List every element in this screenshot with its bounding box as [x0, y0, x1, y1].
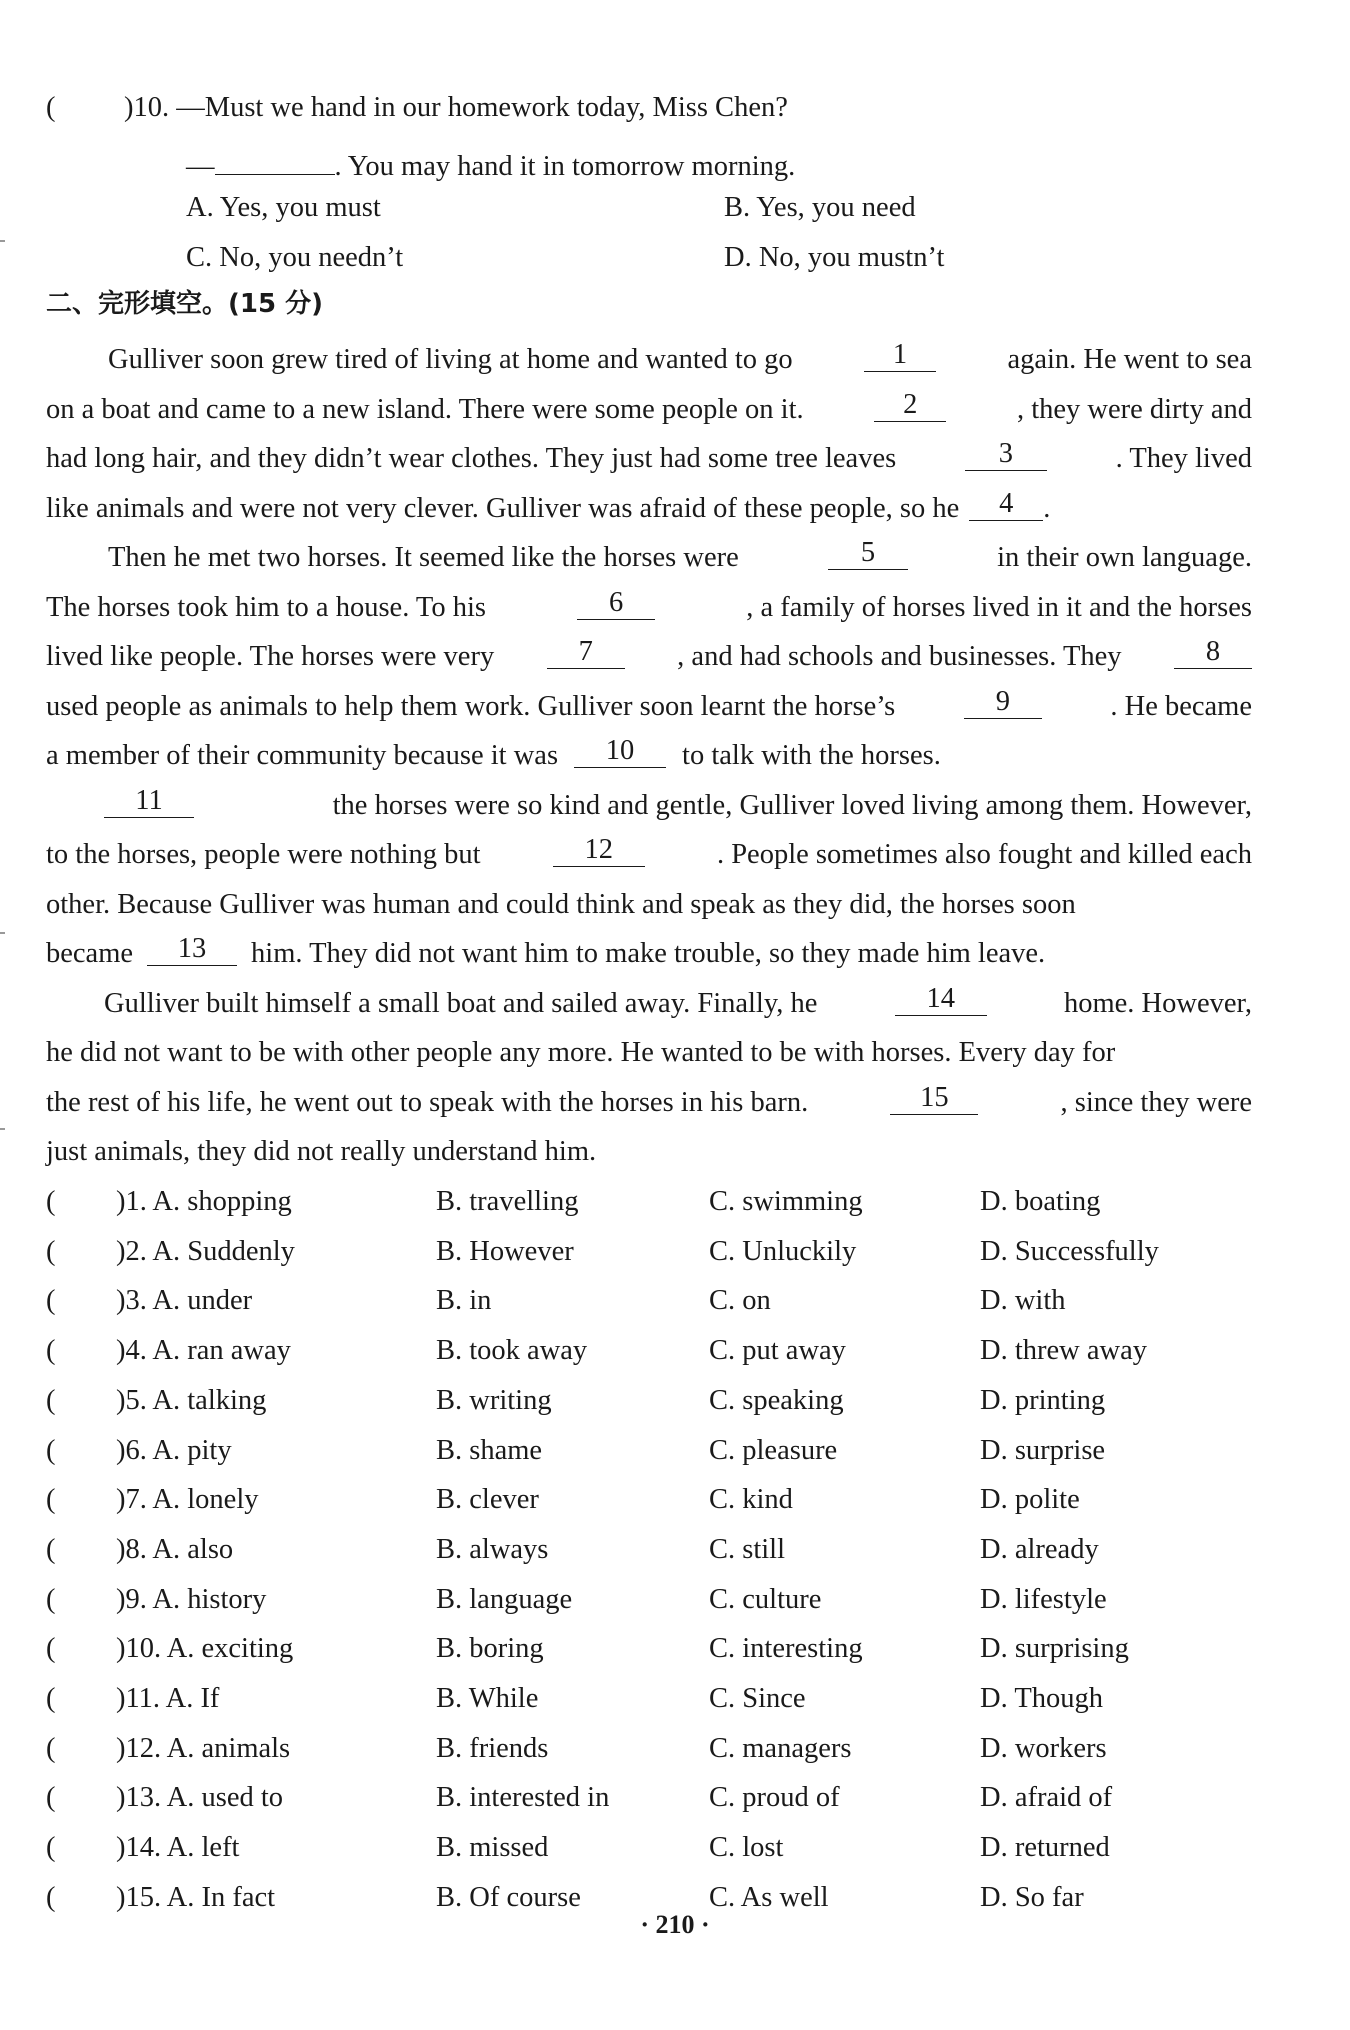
passage-text: , a family of horses lived in it and the horses: [746, 591, 1252, 623]
blank-8[interactable]: 8: [1174, 632, 1252, 669]
answer-paren[interactable]: (: [46, 1235, 56, 1267]
choice-row: [46, 1180, 1306, 1224]
passage-line: [46, 1127, 1252, 1177]
choice-row: [46, 1279, 1306, 1323]
section-title: 二、完形填空。(15 分): [46, 289, 323, 319]
passage-line: [46, 533, 1252, 583]
question-10-reply: [186, 138, 1304, 182]
answer-paren[interactable]: (: [46, 1732, 56, 1764]
option-d: D. with: [980, 1285, 1066, 1317]
passage-text: became: [46, 938, 134, 969]
option-d: D. afraid of: [980, 1782, 1113, 1814]
answer-paren[interactable]: (: [46, 1484, 56, 1516]
option-a: )9. A. history: [116, 1583, 267, 1615]
blank-14[interactable]: 14: [895, 979, 987, 1016]
passage-text: like animals and were not very clever. Gulliver was afraid of these people, so he: [46, 492, 960, 524]
choice-row: [46, 1429, 1306, 1473]
option-c: C. Since: [709, 1683, 806, 1714]
option-b: B. travelling: [436, 1186, 579, 1217]
option-c: C. Unluckily: [709, 1235, 857, 1267]
answer-paren[interactable]: (: [46, 1335, 56, 1367]
passage-line: [46, 1028, 1252, 1078]
passage-text: he did not want to be with other people any more. He wanted to be with horses. Every day for: [46, 1037, 1116, 1068]
option-d: D. returned: [980, 1832, 1110, 1864]
blank-1[interactable]: 1: [864, 335, 936, 372]
option-d: D. boating: [980, 1186, 1101, 1217]
passage-text: had long hair, and they didn’t wear clothes. They just had some tree leaves: [46, 443, 897, 474]
passage-text: again. He went to sea: [1007, 344, 1252, 375]
passage-line: [46, 880, 1252, 930]
option-a: )1. A. shopping: [116, 1186, 292, 1217]
passage-text: , since they were: [1060, 1086, 1252, 1118]
scan-edge-mark: [0, 932, 5, 934]
option-d: D. workers: [980, 1732, 1107, 1764]
answer-paren[interactable]: (: [46, 1384, 56, 1416]
passage-line: [46, 781, 1252, 831]
passage-text: . People sometimes also fought and killed each: [716, 839, 1252, 870]
option-a: )5. A. talking: [116, 1384, 267, 1416]
passage-text: the horses were so kind and gentle, Gulliver loved living among them. However,: [332, 789, 1252, 821]
option-a: )2. A. Suddenly: [116, 1235, 295, 1267]
answer-paren[interactable]: (: [46, 1186, 56, 1217]
option-d: D. No, you mustn’t: [724, 242, 945, 273]
option-c: C. lost: [709, 1832, 784, 1864]
scan-edge-mark: [0, 1128, 5, 1130]
passage-line: [46, 632, 1252, 682]
passage-text: the rest of his life, he went out to speak with the horses in his barn.: [46, 1086, 809, 1118]
option-b: B. shame: [436, 1434, 543, 1466]
option-b: B. writing: [436, 1384, 552, 1416]
option-b: B. boring: [436, 1633, 544, 1665]
option-c: C. As well: [709, 1881, 829, 1913]
passage-text: Gulliver built himself a small boat and sailed away. Finally, he: [104, 987, 818, 1019]
option-d: D. surprising: [980, 1633, 1129, 1665]
option-b: B. Yes, you need: [724, 192, 916, 223]
option-a: )3. A. under: [116, 1285, 253, 1317]
option-b: B. language: [436, 1583, 573, 1615]
passage-text: , and had schools and businesses. They: [677, 641, 1122, 672]
blank-7[interactable]: 7: [547, 632, 625, 669]
blank-15[interactable]: 15: [890, 1078, 978, 1115]
answer-paren[interactable]: (: [46, 1683, 56, 1714]
option-d: D. polite: [980, 1484, 1080, 1516]
option-d: D. threw away: [980, 1335, 1147, 1367]
option-c: C. culture: [709, 1583, 822, 1615]
choice-row: [46, 1776, 1306, 1820]
option-a: )4. A. ran away: [116, 1335, 291, 1367]
answer-paren[interactable]: (: [46, 1434, 56, 1466]
passage-text: on a boat and came to a new island. There were some people on it.: [46, 393, 804, 425]
option-d: D. surprise: [980, 1434, 1106, 1466]
passage-text: other. Because Gulliver was human and could think and speak as they did, the horses soon: [46, 888, 1076, 920]
answer-blank[interactable]: [215, 138, 335, 175]
option-b: B. Of course: [436, 1881, 581, 1913]
passage-line: [46, 484, 1252, 534]
option-a: )13. A. used to: [116, 1782, 284, 1814]
choice-row: [46, 1578, 1306, 1622]
passage-text: just animals, they did not really understand him.: [46, 1136, 597, 1167]
choice-row: [46, 1677, 1306, 1721]
passage-line: [46, 1078, 1252, 1128]
reply-dash: —: [186, 151, 215, 182]
option-b: B. in: [436, 1285, 492, 1317]
passage-line: [46, 979, 1252, 1029]
choice-row: [46, 1379, 1306, 1423]
answer-paren[interactable]: (: [46, 1633, 56, 1665]
passage-line: [46, 682, 1252, 732]
question-10-options-ab: [46, 188, 1304, 228]
option-a: )11. A. If: [116, 1683, 220, 1714]
option-d: D. lifestyle: [980, 1583, 1107, 1615]
option-c: C. still: [709, 1533, 786, 1565]
passage-text: lived like people. The horses were very: [46, 641, 495, 672]
blank-6[interactable]: 6: [577, 583, 655, 620]
reply-text: . You may hand it in tomorrow morning.: [334, 151, 796, 182]
option-d: D. Successfully: [980, 1235, 1159, 1267]
passage-text: , they were dirty and: [1016, 393, 1252, 425]
passage-text: The horses took him to a house. To his: [46, 591, 486, 623]
passage-text: used people as animals to help them work. Gulliver soon learnt the horse’s: [46, 690, 896, 722]
choice-row: [46, 1230, 1306, 1274]
passage-text: a member of their community because it was: [46, 740, 559, 771]
option-c: C. interesting: [709, 1633, 863, 1665]
option-c: C. No, you needn’t: [186, 242, 404, 273]
passage-text: . He became: [1110, 690, 1252, 722]
answer-paren[interactable]: (: [46, 1583, 56, 1615]
option-c: C. on: [709, 1285, 771, 1317]
option-a: A. Yes, you must: [186, 192, 381, 223]
passage-text: .: [1043, 492, 1051, 524]
passage-line: [46, 731, 1252, 781]
option-d: D. So far: [980, 1881, 1084, 1913]
option-c: C. proud of: [709, 1782, 840, 1814]
option-a: )14. A. left: [116, 1832, 240, 1864]
option-d: D. Though: [980, 1683, 1103, 1714]
choice-row: [46, 1627, 1306, 1671]
passage-line: [46, 929, 1252, 979]
option-d: D. already: [980, 1533, 1099, 1565]
answer-paren[interactable]: (: [46, 1782, 56, 1814]
blank-13[interactable]: 13: [147, 929, 237, 966]
option-b: B. However: [436, 1235, 574, 1267]
page-number: · 210 ·: [640, 1910, 710, 1939]
blank-9[interactable]: 9: [964, 682, 1042, 719]
option-a: )10. A. exciting: [116, 1633, 294, 1665]
option-b: B. always: [436, 1533, 549, 1565]
option-c: C. put away: [709, 1335, 846, 1367]
question-text: )10. —Must we hand in our homework today, Miss Chen?: [124, 92, 788, 123]
option-a: )8. A. also: [116, 1533, 234, 1565]
passage-text: home. However,: [1063, 987, 1252, 1019]
blank-12[interactable]: 12: [553, 830, 645, 867]
passage-text: to the horses, people were nothing but: [46, 839, 481, 870]
passage-line: [46, 583, 1252, 633]
answer-paren: (: [46, 92, 56, 123]
blank-11[interactable]: 11: [104, 781, 194, 818]
option-a: )15. A. In fact: [116, 1881, 276, 1913]
answer-paren[interactable]: (: [46, 1881, 56, 1913]
passage-line: [46, 830, 1252, 880]
passage-line: [46, 385, 1252, 435]
passage: [46, 335, 1252, 1177]
option-c: C. pleasure: [709, 1434, 838, 1466]
option-c: C. swimming: [709, 1186, 863, 1217]
choice-row: [46, 1478, 1306, 1522]
option-b: B. took away: [436, 1335, 588, 1367]
passage-text: . They lived: [1115, 443, 1252, 474]
passage-text: in their own language.: [997, 542, 1252, 573]
choice-row: [46, 1727, 1306, 1771]
option-c: C. speaking: [709, 1384, 844, 1416]
scan-edge-mark: [0, 240, 5, 242]
option-c: C. kind: [709, 1484, 793, 1516]
blank-3[interactable]: 3: [965, 434, 1047, 471]
option-a: )12. A. animals: [116, 1732, 291, 1764]
blank-10[interactable]: 10: [574, 731, 666, 768]
option-b: B. clever: [436, 1484, 539, 1516]
answer-paren[interactable]: (: [46, 1285, 56, 1317]
passage-line: [46, 335, 1252, 385]
option-b: B. friends: [436, 1732, 549, 1764]
answer-paren[interactable]: (: [46, 1533, 56, 1565]
option-b: B. interested in: [436, 1782, 610, 1814]
passage-text: him. They did not want him to make trouble, so they made him leave.: [251, 938, 1046, 969]
passage-text: to talk with the horses.: [682, 740, 941, 771]
option-b: B. missed: [436, 1832, 549, 1864]
option-c: C. managers: [709, 1732, 852, 1764]
passage-line: [46, 434, 1252, 484]
blank-5[interactable]: 5: [828, 533, 908, 570]
choice-row: [46, 1528, 1306, 1572]
question-10-options-cd: [46, 238, 1304, 278]
choice-row: [46, 1329, 1306, 1373]
blank-2[interactable]: 2: [874, 385, 946, 422]
option-a: )7. A. lonely: [116, 1484, 259, 1516]
passage-text: Gulliver soon grew tired of living at home and wanted to go: [108, 344, 793, 375]
passage-text: Then he met two horses. It seemed like the horses were: [108, 542, 739, 573]
choice-row: [46, 1826, 1306, 1870]
question-10-stem: [46, 88, 1304, 128]
blank-4[interactable]: 4: [969, 484, 1043, 521]
option-a: )6. A. pity: [116, 1434, 232, 1466]
answer-paren[interactable]: (: [46, 1832, 56, 1864]
option-b: B. While: [436, 1683, 539, 1714]
option-d: D. printing: [980, 1384, 1106, 1416]
